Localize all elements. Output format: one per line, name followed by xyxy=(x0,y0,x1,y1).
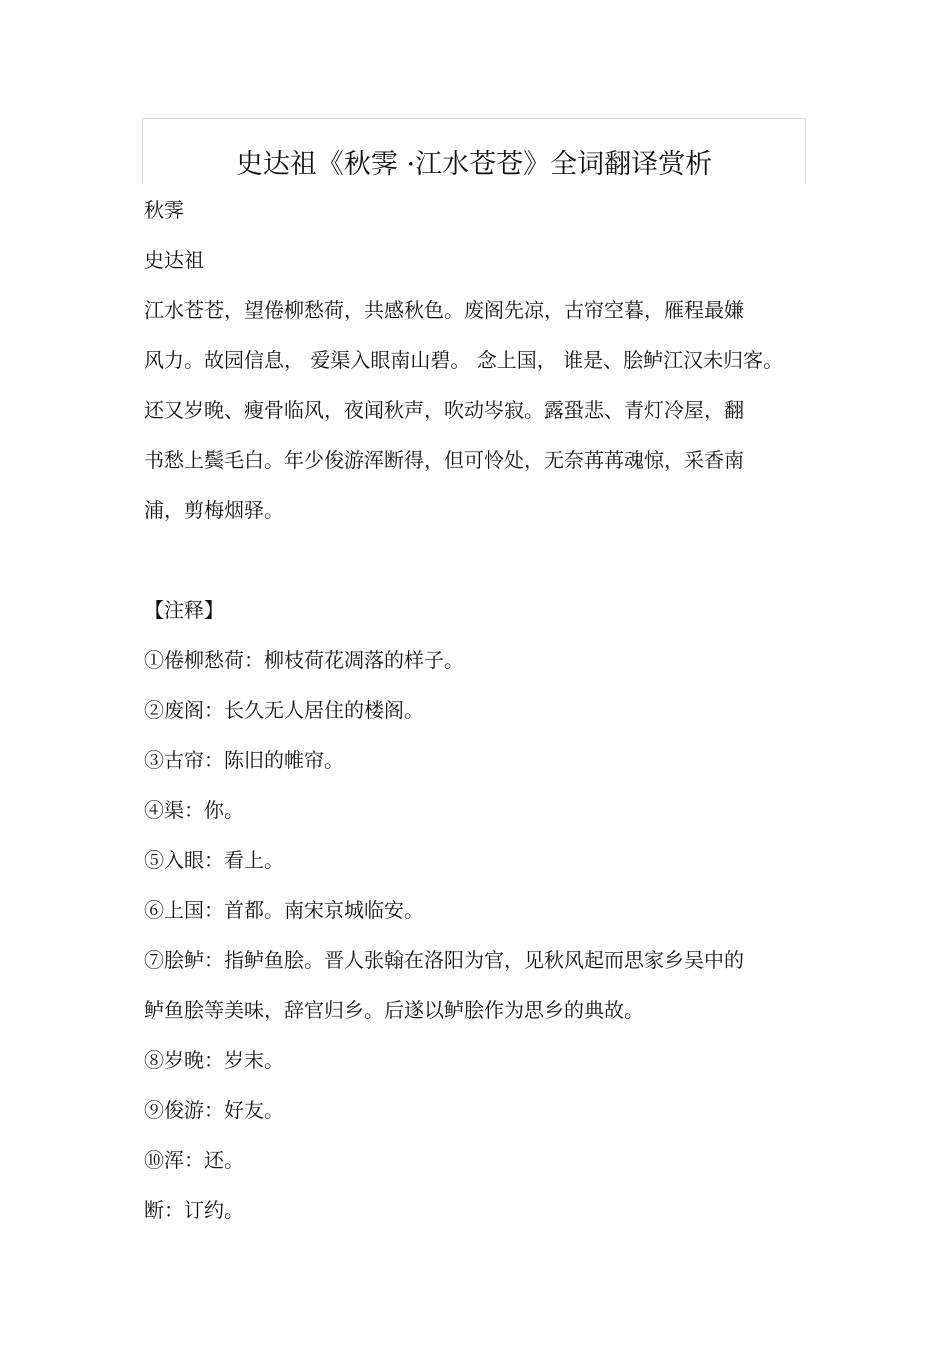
poem-title: 秋霁 xyxy=(144,198,184,222)
note-item: ④渠：你。 xyxy=(144,798,244,822)
note-item: ⑨俊游：好友。 xyxy=(144,1098,284,1122)
notes-heading: 【注释】 xyxy=(144,598,224,622)
note-item: ⑤入眼：看上。 xyxy=(144,848,284,872)
note-item: ⑦脍鲈：指鲈鱼脍。晋人张翰在洛阳为官，见秋风起而思家乡吴中的 xyxy=(144,948,744,972)
document-title: 史达祖《秋霁 ·江水苍苍》全词翻译赏析 xyxy=(235,149,713,180)
note-item: ②废阁：长久无人居住的楼阁。 xyxy=(144,698,424,722)
poem-line: 江水苍苍，望倦柳愁荷，共感秋色。废阁先凉，古帘空暮，雁程最嫌 xyxy=(144,298,744,322)
note-item: ③古帘：陈旧的帷帘。 xyxy=(144,748,344,772)
note-item: ⑩浑：还。 xyxy=(144,1148,244,1172)
poem-line: 还又岁晚、瘦骨临风，夜闻秋声，吹动岑寂。露蛩悲、青灯冷屋，翻 xyxy=(144,398,744,422)
poem-line: 风力。故园信息， 爱渠入眼南山碧。 念上国， 谁是、脍鲈江汉未归客。 xyxy=(144,348,784,372)
note-item: ①倦柳愁荷：柳枝荷花凋落的样子。 xyxy=(144,648,464,672)
poem-line: 浦，剪梅烟驿。 xyxy=(144,498,284,522)
document-body xyxy=(144,192,814,1242)
poem-author: 史达祖 xyxy=(144,248,204,272)
section-spacer xyxy=(144,542,814,592)
note-item: 断：订约。 xyxy=(144,1198,244,1222)
title-box xyxy=(142,118,806,184)
note-item: 鲈鱼脍等美味，辞官归乡。后遂以鲈脍作为思乡的典故。 xyxy=(144,998,644,1022)
poem-line: 书愁上鬓毛白。年少俊游浑断得，但可怜处，无奈苒苒魂惊，采香南 xyxy=(144,448,744,472)
note-item: ⑧岁晚：岁末。 xyxy=(144,1048,284,1072)
note-item: ⑥上国：首都。南宋京城临安。 xyxy=(144,898,424,922)
